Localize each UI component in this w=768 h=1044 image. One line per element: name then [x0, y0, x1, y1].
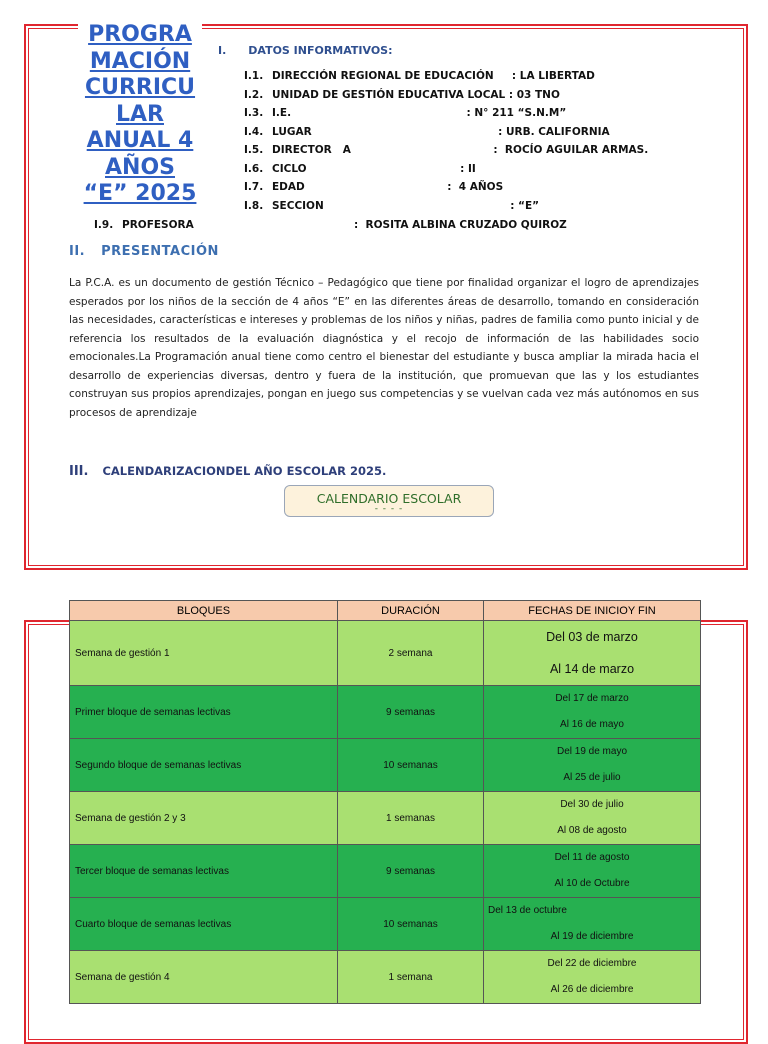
duracion-cell: 10 semanas: [338, 898, 484, 951]
info-number: I.4.: [244, 126, 264, 138]
calendario-box-subtitle: - - - -: [374, 504, 404, 514]
profesora-row: [94, 219, 194, 231]
bloque-cell: Semana de gestión 4: [70, 951, 338, 1004]
presentacion-heading: [69, 244, 219, 259]
table-row: [70, 845, 701, 898]
calendar-table: [69, 600, 701, 1004]
duracion-cell: 9 semanas: [338, 845, 484, 898]
datos-heading: [218, 44, 393, 57]
fecha-fin: Al 19 de diciembre: [550, 931, 634, 942]
duracion-cell: 1 semanas: [338, 792, 484, 845]
info-item: [244, 89, 560, 101]
table-row: [70, 739, 701, 792]
info-text: DIRECTOR A : ROCÍO AGUILAR ARMAS.: [272, 144, 649, 156]
fecha-cell: [484, 845, 701, 898]
fecha-fin: Al 26 de diciembre: [550, 984, 634, 995]
presentacion-number: II.: [69, 244, 86, 259]
info-number: I.7.: [244, 181, 264, 193]
info-number: I.9.: [94, 219, 114, 231]
info-number: I.1.: [244, 70, 264, 82]
fecha-fin: Al 16 de mayo: [560, 719, 624, 730]
bloque-cell: Semana de gestión 2 y 3: [70, 792, 338, 845]
fecha-inicio: Del 03 de marzo: [546, 630, 638, 644]
fecha-fin: Al 25 de julio: [563, 772, 621, 783]
info-text: EDAD : 4 AÑOS: [272, 181, 504, 193]
datos-heading-number: I.: [218, 44, 227, 57]
info-text: CICLO : II: [272, 163, 476, 175]
profesora-value: : ROSITA ALBINA CRUZADO QUIROZ: [354, 219, 567, 231]
info-number: I.6.: [244, 163, 264, 175]
info-number: I.2.: [244, 89, 264, 101]
duracion-cell: 2 semana: [338, 621, 484, 686]
info-number: I.3.: [244, 107, 264, 119]
presentacion-heading-text: PRESENTACIÓN: [101, 244, 219, 259]
bloque-cell: Primer bloque de semanas lectivas: [70, 686, 338, 739]
fecha-cell: [484, 686, 701, 739]
fecha-fin: Al 08 de agosto: [557, 825, 627, 836]
fecha-cell: [484, 739, 701, 792]
fecha-fin: Al 10 de Octubre: [554, 878, 630, 889]
info-item: [244, 107, 566, 119]
bloque-cell: Semana de gestión 1: [70, 621, 338, 686]
info-text: I.E. : N° 211 “S.N.M”: [272, 107, 567, 119]
info-item: [244, 126, 610, 138]
table-row: [70, 898, 701, 951]
table-row: [70, 792, 701, 845]
header-bloques: BLOQUES: [70, 601, 338, 621]
fecha-inicio: Del 11 de agosto: [554, 852, 630, 863]
duracion-cell: 1 semana: [338, 951, 484, 1004]
bloque-cell: Tercer bloque de semanas lectivas: [70, 845, 338, 898]
info-text: LUGAR : URB. CALIFORNIA: [272, 126, 610, 138]
info-item: [244, 144, 648, 156]
header-fechas: FECHAS DE INICIOY FIN: [484, 601, 701, 621]
bloque-cell: Cuarto bloque de semanas lectivas: [70, 898, 338, 951]
info-number: I.5.: [244, 144, 264, 156]
table-row: [70, 686, 701, 739]
info-item: [244, 163, 476, 175]
info-number: I.8.: [244, 200, 264, 212]
table-header-row: [70, 601, 701, 621]
fecha-cell: [484, 792, 701, 845]
fecha-inicio: Del 19 de mayo: [556, 746, 628, 757]
fecha-cell: [484, 621, 701, 686]
fecha-inicio: Del 30 de julio: [560, 799, 624, 810]
fecha-inicio: Del 17 de marzo: [555, 693, 629, 704]
table-row: [70, 621, 701, 686]
info-item: [244, 70, 595, 82]
info-text: DIRECCIÓN REGIONAL DE EDUCACIÓN : LA LIBERTAD: [272, 70, 595, 82]
info-text: UNIDAD DE GESTIÓN EDUCATIVA LOCAL : 03 TNO: [272, 89, 560, 101]
calendario-box-title: CALENDARIO ESCOLAR: [316, 491, 462, 506]
duracion-cell: 9 semanas: [338, 686, 484, 739]
bloque-cell: Segundo bloque de semanas lectivas: [70, 739, 338, 792]
calendario-escolar-box: [284, 485, 494, 517]
presentacion-paragraph: La P.C.A. es un documento de gestión Técnico – Pedagógico que tiene por finalidad organizar el logro de aprendizajes esperados por los niños de la sección de 4 años “E” en las diferentes áreas de desarrollo, tomando en consideración las necesidades, características e intereses y problemas de los niños y niñas, padres de familia como punto inicial y de referencia los resultados de la evaluación diagnóstica y el recojo de información de las habilidades socio emocionales.La Programación anual tiene como centro el bienestar del estudiante y busca ampliar la mirada hacia el desarrollo de experiencias diversas, dentro y fuera de la institución, que promuevan que las y los estudiantes construyan sus propios aprendizajes, pongan en juego sus competencias y se vuelvan cada vez más autónomos en sus procesos de aprendizaje: [69, 277, 699, 419]
fecha-inicio: Del 22 de diciembre: [547, 958, 637, 969]
calendarizacion-number: III.: [69, 464, 89, 479]
profesora-label: PROFESORA: [122, 219, 194, 231]
info-item: [244, 181, 503, 193]
info-text: SECCION : “E”: [272, 200, 540, 212]
fecha-fin: Al 14 de marzo: [549, 662, 635, 676]
header-duracion: DURACIÓN: [338, 601, 484, 621]
duracion-cell: 10 semanas: [338, 739, 484, 792]
calendarizacion-heading-text: CALENDARIZACIONDEL AÑO ESCOLAR 2025.: [102, 464, 387, 478]
document-title: PROGRA MACIÓN CURRICU LAR ANUAL 4 AÑOS “E” 2025: [78, 22, 202, 208]
info-item: [244, 200, 539, 212]
calendarizacion-heading: [69, 464, 386, 479]
table-row: [70, 951, 701, 1004]
fecha-cell: [484, 951, 701, 1004]
fecha-cell: [484, 898, 701, 951]
fecha-inicio: Del 13 de octubre: [488, 905, 567, 916]
datos-heading-text: DATOS INFORMATIVOS:: [248, 44, 393, 57]
